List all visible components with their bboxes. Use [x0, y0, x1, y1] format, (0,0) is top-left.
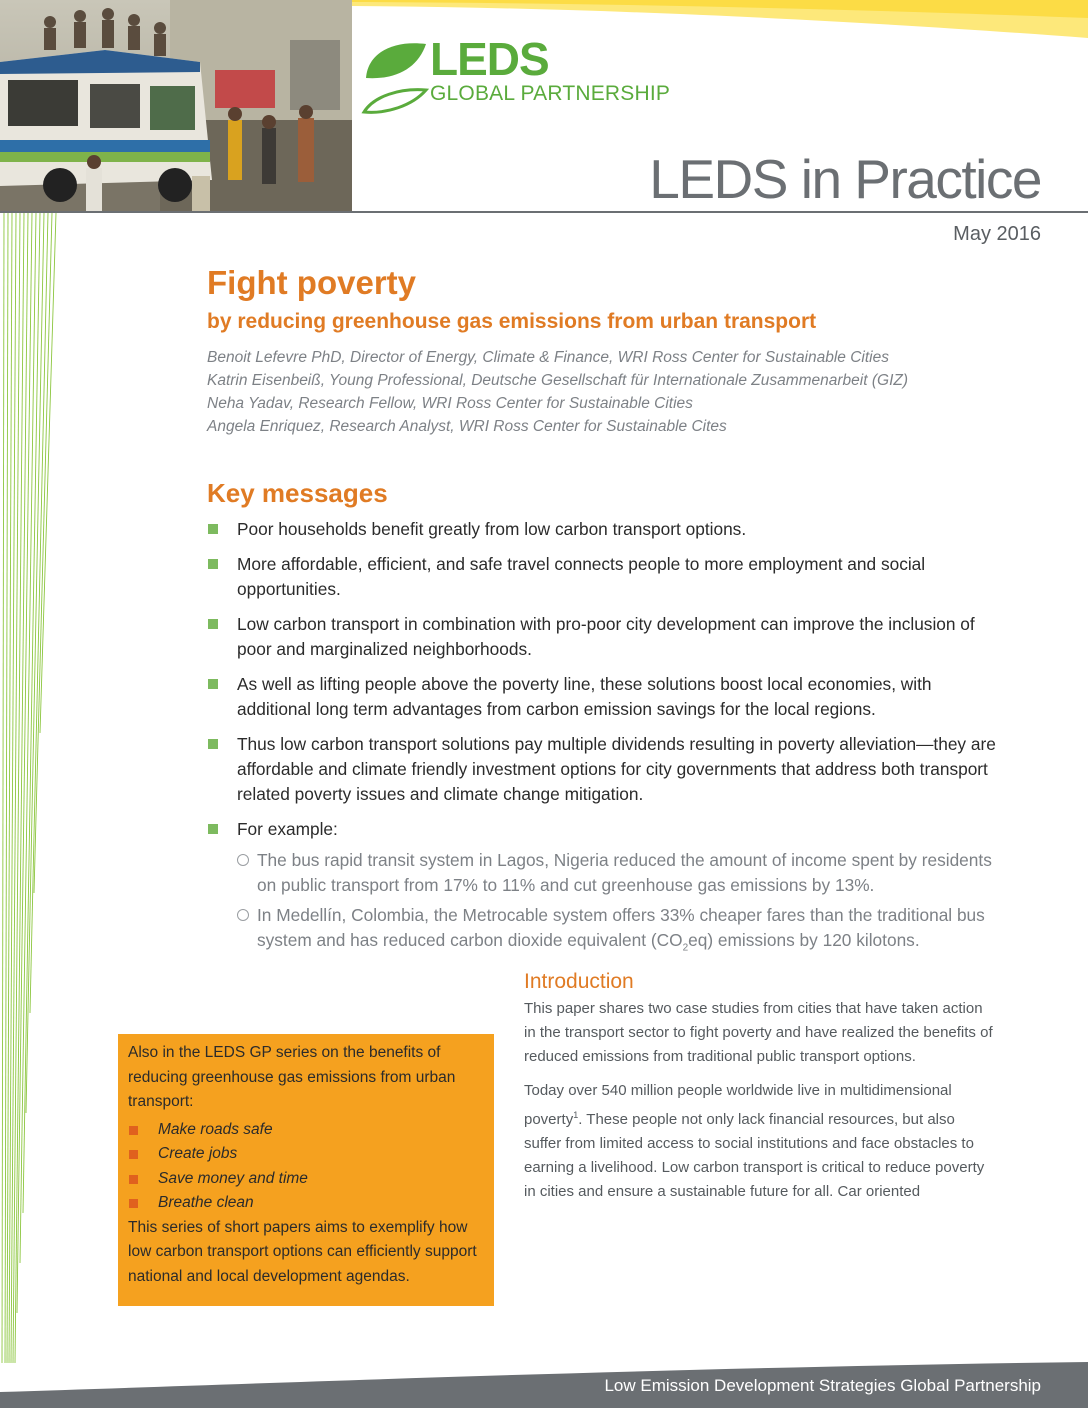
sidebar-item-create-jobs: [128, 1142, 484, 1167]
key-messages-heading: Key messages: [207, 478, 388, 508]
example-item-lagos: [237, 848, 997, 898]
sidebar-series-list: [128, 1118, 484, 1216]
logo-wordmark: LEDS: [430, 33, 549, 85]
example-text-end: eq) emissions by 120 kilotons.: [688, 930, 920, 950]
sidebar-item-make-roads-safe: [128, 1118, 484, 1143]
key-messages-list: [207, 517, 997, 970]
introduction-body: [524, 997, 994, 1214]
footer-text: Low Emission Development Strategies Global Partnership: [604, 1376, 1041, 1395]
series-sidebar-box: [118, 1034, 494, 1306]
list-item: [207, 732, 997, 807]
sidebar-item-label: Breathe clean: [158, 1194, 254, 1211]
cover-photo-bus: [0, 0, 352, 212]
decorative-green-stripes: [0, 213, 60, 1363]
author-line: Neha Yadav, Research Fellow, WRI Ross Center for Sustainable Cities: [207, 395, 693, 412]
square-bullet-icon: [129, 1150, 138, 1159]
list-item-text: As well as lifting people above the poverty line, these solutions boost local economies, with additional long term advantages from carbon emission savings for the local regions.: [237, 674, 932, 719]
sidebar-item-save-money: [128, 1167, 484, 1192]
author-line: Angela Enriquez, Research Analyst, WRI Ross Center for Sustainable Cites: [207, 418, 727, 435]
example-text: In Medellín, Colombia, the Metrocable system offers 33% cheaper fares than the traditional bus system and has reduced carbon dioxide equivalent (CO: [257, 905, 985, 950]
square-bullet-icon: [208, 739, 218, 749]
list-item: [207, 672, 997, 722]
example-text: The bus rapid transit system in Lagos, Nigeria reduced the amount of income spent by residents on public transport from 17% to 11% and cut greenhouse gas emissions by 13%.: [257, 850, 992, 895]
footnote-marker: 1: [573, 1110, 579, 1120]
circle-bullet-icon: [237, 854, 249, 866]
author-line: Benoit Lefevre PhD, Director of Energy, Climate & Finance, WRI Ross Center for Sustainable Cities: [207, 349, 889, 366]
list-item-text: More affordable, efficient, and safe travel connects people to more employment and social opportunities.: [237, 554, 926, 599]
square-bullet-icon: [208, 559, 218, 569]
list-item: [207, 817, 997, 960]
example-list: [237, 848, 997, 960]
sidebar-item-label: Make roads safe: [158, 1120, 273, 1138]
example-item-medellin: [237, 903, 997, 960]
leds-leaf-logo-icon: [360, 38, 430, 114]
intro-paragraph: This paper shares two case studies from cities that have taken action in the transport sector to fight poverty and have realized the benefits of reduced emissions from traditional public transport options.: [524, 1000, 993, 1065]
square-bullet-icon: [129, 1175, 138, 1184]
list-item-text: Poor households benefit greatly from low carbon transport options.: [237, 519, 747, 539]
intro-text-end: . These people not only lack financial resources, but also suffer from limited access to social institutions and face obstacles to earning a livelihood. Low carbon transport is critical to reduce poverty in cities and ensure a sustainable future for all. Car oriented: [524, 1111, 985, 1200]
document-title: Fight poverty: [207, 264, 417, 301]
logo-tagline: GLOBAL PARTNERSHIP: [430, 82, 671, 105]
document-subtitle: by reducing greenhouse gas emissions from urban transport: [207, 310, 817, 333]
sidebar-item-label: Save money and time: [158, 1169, 308, 1187]
list-item: [207, 517, 997, 542]
list-item-text: For example:: [237, 819, 338, 839]
sidebar-outro: This series of short papers aims to exemplify how low carbon transport options can efficiently support national and local development agendas.: [128, 1218, 477, 1285]
sidebar-intro: Also in the LEDS GP series on the benefits of reducing greenhouse gas emissions from urban transport:: [128, 1044, 456, 1110]
square-bullet-icon: [208, 679, 218, 689]
square-bullet-icon: [208, 524, 218, 534]
square-bullet-icon: [129, 1126, 138, 1135]
introduction-heading: Introduction: [524, 970, 634, 993]
author-list: [207, 346, 1007, 438]
square-bullet-icon: [208, 619, 218, 629]
sidebar-item-label: Create jobs: [158, 1145, 238, 1162]
square-bullet-icon: [208, 824, 218, 834]
list-item: [207, 612, 997, 662]
list-item: [207, 552, 997, 602]
issue-date: May 2016: [953, 223, 1041, 245]
list-item-text: Thus low carbon transport solutions pay multiple dividends resulting in poverty alleviation—they are affordable and climate friendly investment options for city governments that address both transport related poverty issues and climate change mitigation.: [237, 734, 996, 804]
intro-paragraph: [524, 1079, 994, 1204]
intro-text: Today over 540 million people worldwide live in multidimensional poverty: [524, 1082, 952, 1128]
square-bullet-icon: [129, 1199, 138, 1208]
circle-bullet-icon: [237, 909, 249, 921]
subscript: 2: [682, 942, 689, 954]
sidebar-item-breathe-clean: [128, 1191, 484, 1216]
author-line: Katrin Eisenbeiß, Young Professional, Deutsche Gesellschaft für Internationale Zusammenarbeit (GIZ): [207, 372, 909, 389]
series-title: LEDS in Practice: [649, 148, 1041, 210]
list-item-text: Low carbon transport in combination with pro-poor city development can improve the inclusion of poor and marginalized neighborhoods.: [237, 614, 975, 659]
